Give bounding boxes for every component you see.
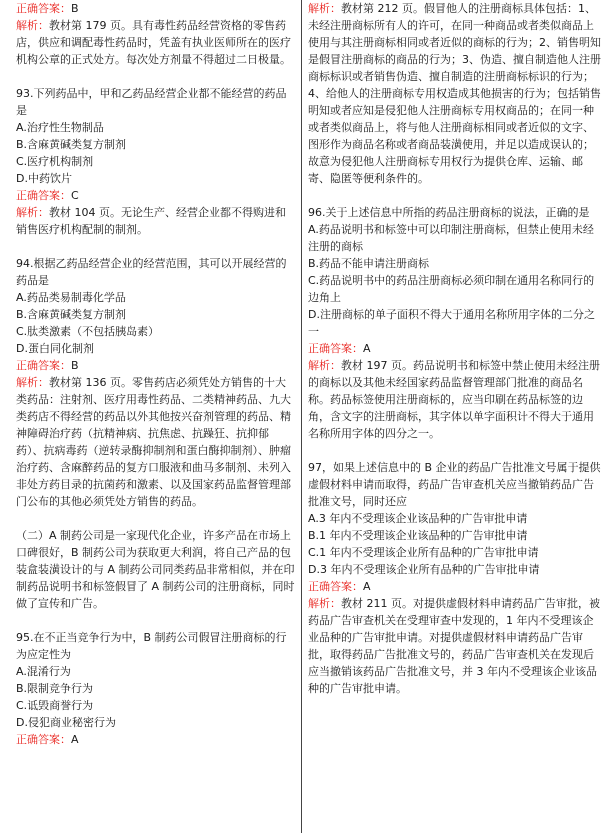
- answer-97: 正确答案：A: [308, 580, 371, 593]
- option-96-b: B.药品不能申请注册商标: [308, 257, 430, 270]
- option-95-d: D.侵犯商业秘密行为: [16, 716, 116, 729]
- option-95-c: C.诋毁商誉行为: [16, 699, 94, 712]
- option-95-b: B.限制竞争行为: [16, 682, 94, 695]
- right-column: [305, 0, 606, 833]
- option-94-c: C.肽类激素（不包括胰岛素）: [16, 325, 160, 338]
- answer-96: 正确答案：A: [308, 342, 371, 355]
- case-two-text: （二）A 制药公司是一家现代化企业，许多产品在市场上口碑很好，B 制药公司为获取更大利润，将自己产品的包装盒装潢设计的与 A 制药公司同类药品非常相似，并在印制药品说明书和标签假冒了 A 制药公司的注册商标，同时做了宣传和广告。: [16, 529, 295, 610]
- answer-95: 正确答案：A: [16, 733, 79, 746]
- answer-93: 正确答案：C: [16, 189, 79, 202]
- option-97-d: D.3 年内不受理该企业所有品种的广告审批申请: [308, 563, 540, 576]
- option-97-b: B.1 年内不受理该企业该品种的广告审批申请: [308, 529, 528, 542]
- option-95-a: A.混淆行为: [16, 665, 71, 678]
- question-96-stem: 96.关于上述信息中所指的药品注册商标的说法，正确的是: [308, 206, 590, 219]
- option-96-d: D.注册商标的单子面积不得大于通用名称所用字体的二分之一: [308, 308, 595, 338]
- option-97-c: C.1 年内不受理该企业所有品种的广告审批申请: [308, 546, 539, 559]
- option-94-a: A.药品类易制毒化学品: [16, 291, 126, 304]
- question-97-stem: 97，如果上述信息中的 B 企业的药品广告批准文号属于提供虚假材料申请而取得，药品广告审查机关应当撤销药品广告批准文号，同时还应: [308, 461, 601, 508]
- explanation: 解析：教材第 179 页。具有毒性药品经营资格的零售药店，供应和调配毒性药品时，凭盖有执业医师所在的医疗机构公章的正式处方。每次处方剂量不得超过二日极量。: [16, 19, 291, 66]
- option-96-a: A.药品说明书和标签中可以印制注册商标，但禁止使用未经注册的商标: [308, 223, 594, 253]
- question-93-stem: 93.下列药品中，甲和乙药品经营企业都不能经营的药品是: [16, 87, 287, 117]
- column-divider: [301, 0, 302, 833]
- option-93-c: C.医疗机构制剂: [16, 155, 94, 168]
- answer-line: 正确答案：B: [16, 2, 79, 15]
- explanation-95: 解析：教材第 212 页。假冒他人的注册商标具体包括：1、未经注册商标所有人的许可，在同一种商品或者类似商品上使用与其注册商标相同或者近似的商标的行为；2、销售明知是假冒注册商标的商品的行为；3、伪造、擅自制造他人注册商标标识或者销售伪造、擅自制造的注册商标标识的行为；4、给他人的注册商标专用权造成其他损害的行为；包括销售明知或者应知是侵犯他人注册商标专用权商品的；在同一种或者类似商品上，将与他人注册商标相同或者近似的文字、图形作为商品名称或者商品装潢使用，并足以造成误认的；故意为侵犯他人注册商标专用权行为提供仓库、运输、邮寄、隐匿等便利条件的。: [308, 2, 601, 185]
- option-93-b: B.含麻黄碱类复方制剂: [16, 138, 127, 151]
- explanation-93: 解析：教材 104 页。无论生产、经营企业都不得购进和销售医疗机构配制的制剂。: [16, 206, 286, 236]
- option-97-a: A.3 年内不受理该企业该品种的广告审批申请: [308, 512, 528, 525]
- explanation-96: 解析：教材 197 页。药品说明书和标签中禁止使用未经注册的商标以及其他未经国家药品监督管理部门批准的商品名称。药品标签使用注册商标的，应当印刷在药品标签的边角，含文字的注册商标，其字体以单字面积计不得大于通用名称所用字体的四分之一。: [308, 359, 600, 440]
- answer-94: 正确答案：B: [16, 359, 79, 372]
- option-93-a: A.治疗性生物制品: [16, 121, 104, 134]
- explanation-94: 解析：教材第 136 页。零售药店必须凭处方销售的十大类药品：注射剂、医疗用毒性药品、二类精神药品、九大类药店不得经营的药品以外其他按兴奋剂管理的药品、精神障碍治疗药（抗精神病、抗焦虑、抗躁狂、抗抑郁药）、抗病毒药（逆转录酶抑制剂和蛋白酶抑制剂）、肿瘤治疗药、含麻醉药品的复方口服液和曲马多制剂、未列入非处方药目录的抗菌药和激素、以及国家药品监督管理部门公布的其他必须凭处方销售的药品。: [16, 376, 291, 508]
- option-94-d: D.蛋白同化制剂: [16, 342, 94, 355]
- option-93-d: D.中药饮片: [16, 172, 72, 185]
- option-96-c: C.药品说明书中的药品注册商标必须印制在通用名称同行的边角上: [308, 274, 595, 304]
- question-95-stem: 95.在不正当竞争行为中，B 制药公司假冒注册商标的行为应定性为: [16, 631, 287, 661]
- explanation-97: 解析：教材 211 页。对提供虚假材料申请药品广告审批，被药品广告审查机关在受理审查中发现的，1 年内不受理该企业品种的广告审批申请。对提供虚假材料申请药品广告审批，取得药品广告批准文号的，药品广告审查机关在发现后应当撤销该药品广告批准文号，并 3 年内不受理该企业该品种的广告审批申请。: [308, 597, 600, 695]
- left-column: [0, 0, 298, 833]
- question-94-stem: 94.根据乙药品经营企业的经营范围，其可以开展经营的药品是: [16, 257, 287, 287]
- option-94-b: B.含麻黄碱类复方制剂: [16, 308, 127, 321]
